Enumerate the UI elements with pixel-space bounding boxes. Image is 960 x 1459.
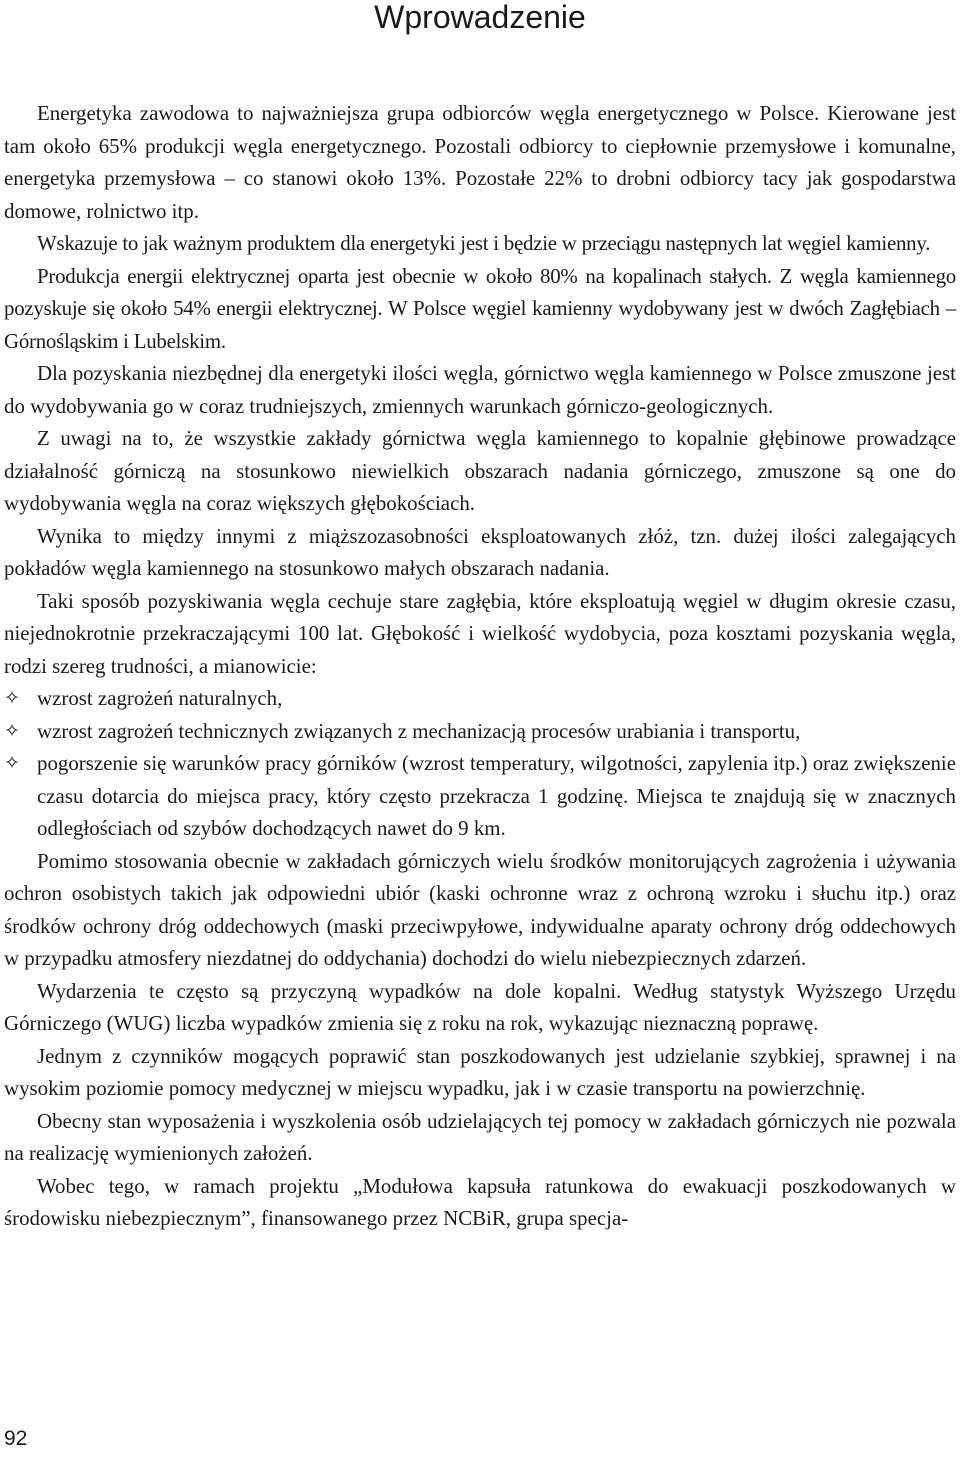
document-body — [4, 97, 956, 1235]
paragraph: Wynika to między innymi z miąższozasobności eksploatowanych złóż, tzn. dużej ilości zalegających pokładów węgla kamiennego na stosunkowo małych obszarach nadania. — [4, 523, 956, 580]
paragraph: Z uwagi na to, że wszystkie zakłady górnictwa węgla kamiennego to kopalnie głębinowe prowadzące działalność górniczą na stosunkowo niewielkich obszarach nadania górniczego, zmuszone są one do wydobywania węgla na coraz większych głębokościach. — [4, 426, 956, 515]
page-title: Wprowadzenie — [374, 0, 586, 35]
paragraph: Obecny stan wyposażenia i wyszkolenia osób udzielających tej pomocy w zakładach górniczych nie pozwala na realizację wymienionych założeń. — [4, 1108, 956, 1165]
four-point-star-icon: ✧ — [4, 687, 20, 709]
paragraph: Pomimo stosowania obecnie w zakładach górniczych wielu środków monitorujących zagrożenia i używania ochron osobistych takich jak odpowiedni ubiór (kaski ochronne wraz z ochroną wzroku i słuchu itp.) oraz środków ochrony dróg oddechowych (maski przeciwpyłowe, indywidualne aparaty ochrony dróg oddechowych w przypadku atmosfery niezdatnej do oddychania) dochodzi do wielu niebezpiecznych zdarzeń. — [4, 848, 956, 970]
paragraph: Wobec tego, w ramach projektu „Modułowa kapsuła ratunkowa do ewakuacji poszkodowanych w środowisku niebezpiecznym”, finansowanego przez NCBiR, grupa specja- — [4, 1173, 956, 1230]
four-point-star-icon: ✧ — [4, 752, 20, 774]
list-item-text: wzrost zagrożeń technicznych związanych z mechanizacją procesów urabiania i transportu, — [37, 718, 801, 743]
list-item — [4, 747, 956, 845]
paragraph: Taki sposób pozyskiwania węgla cechuje stare zagłębia, które eksploatują węgiel w długim okresie czasu, niejednokrotnie przekraczającymi 100 lat. Głębokość i wielkość wydobycia, poza kosztami pozyskania węgla, rodzi szereg trudności, a mianowicie: — [4, 588, 956, 678]
paragraph: Wydarzenia te często są przyczyną wypadków na dole kopalni. Według statystyk Wyższego Urzędu Górniczego (WUG) liczba wypadków zmienia się z roku na rok, wykazując nieznaczną poprawę. — [4, 978, 956, 1035]
list-item-text: pogorszenie się warunków pracy górników (wzrost temperatury, wilgotności, zapylenia itp.) oraz zwiększenie czasu dotarcia do miejsca pracy, który często przekracza 1 godzinę. Miejsca te znajdują się w znacznych odległościach od szybów dochodzących nawet do 9 km. — [37, 751, 956, 840]
paragraph: Wskazuje to jak ważnym produktem dla energetyki jest i będzie w przeciągu następnych lat węgiel kamienny. — [37, 231, 931, 255]
list-item-text: wzrost zagrożeń naturalnych, — [37, 686, 283, 710]
bullet-list — [4, 682, 956, 845]
four-point-star-icon: ✧ — [4, 719, 20, 742]
page-number: 92 — [4, 1427, 28, 1450]
paragraph: Dla pozyskania niezbędnej dla energetyki ilości węgla, górnictwo węgla kamiennego w Polsce zmuszone jest do wydobywania go w coraz trudniejszych, zmiennych warunkach górniczo-geologicznych. — [4, 361, 956, 418]
paragraph: Energetyka zawodowa to najważniejsza grupa odbiorców węgla energetycznego w Polsce. Kierowane jest tam około 65% produkcji węgla energetycznego. Pozostali odbiorcy to ciepłownie przemysłowe i komunalne, energetyka przemysłowa – co stanowi około 13%. Pozostałe 22% to drobni odbiorcy tacy jak gospodarstwa domowe, rolnictwo itp. — [4, 101, 956, 223]
list-item — [4, 682, 956, 715]
paragraph: Jednym z czynników mogących poprawić stan poszkodowanych jest udzielanie szybkiej, sprawnej i na wysokim poziomie pomocy medycznej w miejscu wypadku, jak i w czasie transportu na powierzchnię. — [4, 1043, 956, 1100]
paragraph: Produkcja energii elektrycznej oparta jest obecnie w około 80% na kopalinach stałych. Z węgla kamiennego pozyskuje się około 54% energii elektrycznej. W Polsce węgiel kamienny wydobywany jest w dwóch Zagłębiach – Górnośląskim i Lubelskim. — [4, 263, 956, 353]
list-item — [4, 715, 956, 748]
